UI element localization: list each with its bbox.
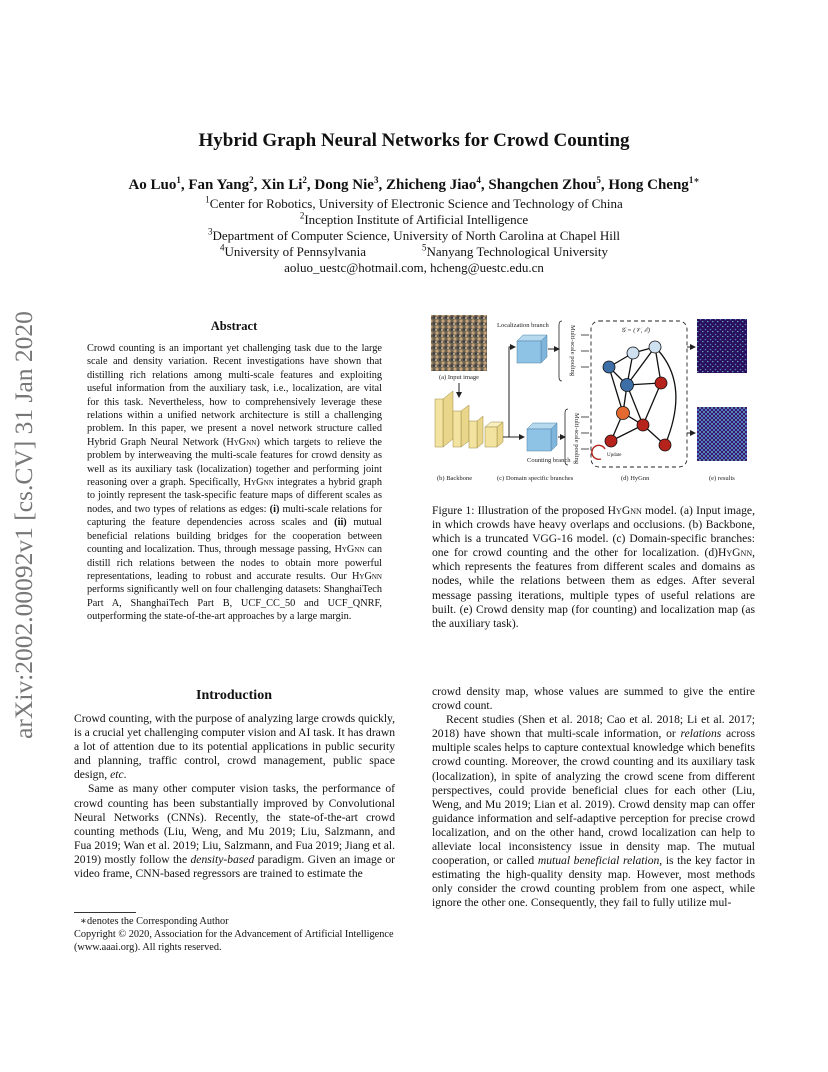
author-list: Ao Luo$^1$, Fan Yang$^2$, Xin Li$^2$, Dong Nie$^3$, Zhicheng Jiao$^4$, Shangchen Zhou$^5$, Hong Cheng$^{1∗}$ [128,175,700,193]
graph-box [591,321,687,467]
label-msp-top: Multi-scale pooling [569,325,576,377]
introduction-heading: Introduction [196,688,272,703]
label-input-image: (a) Input image [439,374,480,381]
affiliation: $^3$Department of Computer Science, University of North Carolina at Chapel Hill [207,226,621,243]
affiliation-list [0,196,828,244]
figure-1-caption: Figure 1: Illustration of the proposed HyGnn model. (a) Input image, in which crowds have heavy overlaps and occlusions. (b) Backbone, which is a truncated VGG-16 model. (c) Domain-specific branches: one for crowd counting and the other for localization. (d)HyGnn, which represents the features from different scales and domains as nodes, while the relations between them as edges. After several message passing iterations, multiple types of useful relations are built. (e) Crowd density map (for counting) and localization map (as the auxiliary task). [432,504,755,630]
introduction-body [74,712,395,881]
label-update: Update [607,453,622,458]
label-results: (e) results [709,475,735,482]
paragraph: Same as many other computer vision tasks, the performance of crowd counting has been substantially improved by Convolutional Neural Networks (CNNs). Recently, the state-of-the-art crowd counting methods (Liu, Weng, and Mu 2019; Liu, Salzmann, and Fua 2019; Wan et al. 2019; Liu, Salzmann, and Fua 2019; Jiang et al. 2019) mostly follow the density-based paradigm. Given an image or video frame, CNN-based regressors are trained to estimate the [74,782,395,881]
affiliation: $^1$Center for Robotics, University of Electronic Science and Technology of China [205,194,623,211]
label-backbone: (b) Backbone [437,475,473,482]
paper-title: Hybrid Graph Neural Networks for Crowd Counting [198,130,630,151]
author-name: Dong Nie$^3$ [314,175,379,193]
footnote-block [74,915,399,954]
label-localization-branch: Localization branch [497,322,549,329]
paragraph: crowd density map, whose values are summed to give the entire crowd count. [432,685,755,713]
affiliation: $^5$Nanyang Technological University [422,242,609,259]
author-name: Xin Li$^2$ [261,175,307,193]
affiliation: $^4$University of Pennsylvania [219,242,366,259]
label-hygnn: (d) HyGnn [621,475,650,482]
abstract-body: Crowd counting is an important yet challenging task due to the large scale and density variation. Recent investigations have shown that distilling rich relations among multi-scale features and exploiting useful information from the auxiliary task, i.e., localization, are vital for this task. Nevertheless, how to comprehensively leverage these relations within a unified network architecture is still a challenging problem. In this paper, we present a novel network structure called Hybrid Graph Neural Network (HyGnn) which targets to relieve the problem by interweaving the multi-scale features for crowd density as well as its auxiliary task (localization) together and performing joint reasoning over a graph. Specifically, HyGnn integrates a hybrid graph to jointly represent the task-specific feature maps of different scales as nodes, and two types of relations as edges: (i) multi-scale relations for capturing the feature dependencies across scales and (ii) mutual beneficial relations building bridges for the cooperation between counting and localization. Thus, through message passing, HyGnn can distill rich relations between the nodes to obtain more powerful representations, leading to robust and accurate results. Our HyGnn performs significantly well on four challenging datasets: ShanghaiTech Part A, ShanghaiTech Part B, UCF_CC_50 and UCF_QNRF, outperforming the state-of-the-art approaches by a large margin. [87,343,382,623]
copyright-notice: Copyright © 2020, Association for the Advancement of Artificial Intelligence (www.aaai.org). All rights reserved. [74,929,394,953]
author-emails: aoluo_uestc@hotmail.com, hcheng@uestc.edu.cn [284,260,544,275]
density-map [697,407,747,461]
input-image [431,315,487,371]
localization-map [697,319,747,373]
corresponding-author-note: ∗denotes the Corresponding Author [80,916,229,927]
affiliation-row [0,244,828,260]
author-name: Hong Cheng$^{1∗}$ [608,175,700,193]
paragraph: Crowd counting, with the purpose of analyzing large crowds quickly, is a crucial yet challenging computer vision and AI task. It has drawn a lot of attention due to its potential applications in public security and planning, traffic control, crowd management, public space design, etc. [74,712,395,782]
label-msp-bottom: Multi-scale pooling [573,413,580,465]
figure-1-diagram [429,313,755,488]
arxiv-id: arXiv:2002.00092v1 [cs.CV] 31 Jan 2020 [9,311,38,739]
abstract-heading: Abstract [210,319,258,333]
backbone-cubes [435,391,503,448]
label-counting-branch: Counting branch [527,457,571,464]
localization-cube [517,335,547,363]
author-name: Shangchen Zhou$^5$ [488,175,601,193]
figure-1 [429,313,755,488]
right-column-body [432,685,755,911]
update-cycle-icon [592,445,605,459]
paragraph: Recent studies (Shen et al. 2018; Cao et al. 2018; Li et al. 2017; 2018) have shown that multi-scale information, or relations across multiple scales helps to capture contextual knowledge which benefits crowd counting. Moreover, the crowd counting and its auxiliary task (localization), in spite of analyzing the crowd scene from different perspectives, could provide beneficial clues for each other (Liu, Weng, and Mu 2019; Lian et al. 2019). Crowd density map can offer guidance information and self-adaptive perception for precise crowd localization, and on the other hand, crowd localization can help to alleviate local inconsistency issue in density map. The mutual cooperation, or called mutual beneficial relation, is the key factor in estimating the high-quality density map. However, most methods only consider the crowd counting problem from one aspect, while ignore the other one. Consequently, they fail to fully utilize mul- [432,713,756,910]
affiliation: $^2$Inception Institute of Artificial Intelligence [299,210,529,227]
author-name: Zhicheng Jiao$^4$ [385,175,481,193]
label-domain-branches: (c) Domain specific branches [497,475,574,482]
counting-cube [527,423,557,451]
author-name: Fan Yang$^2$ [188,175,254,193]
footnote-divider [74,912,136,913]
arxiv-stamp [4,290,44,760]
author-name: Ao Luo$^1$ [128,175,181,193]
label-graph: 𝒢 = (𝒱, ℰ) [621,327,650,334]
